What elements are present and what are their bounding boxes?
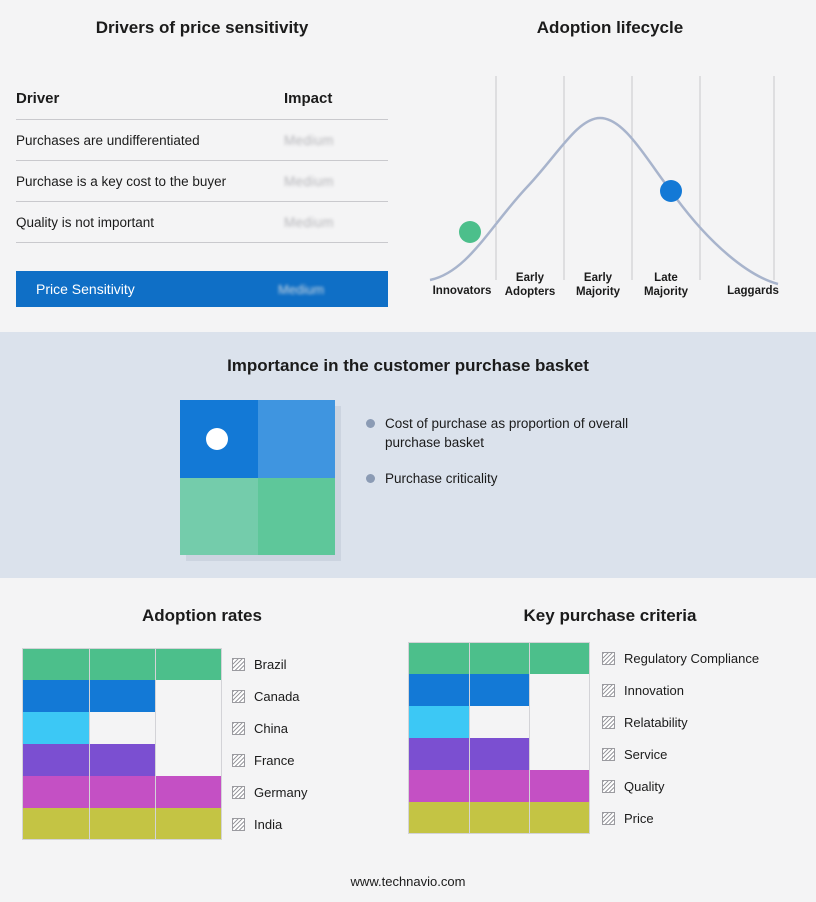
bar-label-text: Regulatory Compliance (624, 650, 760, 666)
driver-impact: Medium (278, 161, 388, 202)
bar-label-text: Service (624, 746, 668, 762)
series-swatch-icon (602, 716, 615, 729)
price-sensitivity-label: Price Sensitivity (36, 281, 135, 297)
bar-row (22, 680, 222, 712)
table-row (16, 161, 388, 202)
bar-row (22, 712, 222, 744)
series-swatch-icon (232, 722, 245, 735)
bottom-band (0, 578, 816, 902)
lifecycle-panel (404, 0, 816, 332)
quadrant-position-dot (206, 428, 228, 450)
table-row (16, 202, 388, 243)
stage-label-early-majority: Early Majority (575, 272, 621, 298)
list-item (602, 706, 812, 738)
key-purchase-criteria-title: Key purchase criteria (523, 606, 697, 625)
driver-impact: Medium (278, 120, 388, 161)
series-swatch-icon (602, 748, 615, 761)
key-purchase-criteria-chart (408, 642, 590, 834)
bar-brazil (22, 648, 222, 680)
list-item (602, 738, 812, 770)
stage-label-innovators: Innovators (432, 285, 492, 297)
bar-label-text: Price (624, 810, 654, 826)
price-sensitivity-summary (16, 271, 388, 307)
legend-item (366, 414, 676, 452)
bar-row (22, 776, 222, 808)
list-item (232, 744, 392, 776)
purchase-basket-panel (0, 332, 816, 578)
list-item (602, 674, 812, 706)
legend-label: Purchase criticality (385, 471, 498, 486)
drivers-panel-title: Drivers of price sensitivity (95, 18, 309, 37)
list-item (232, 680, 392, 712)
grid-line (89, 648, 90, 840)
driver-name: Quality is not important (16, 202, 278, 243)
driver-name: Purchases are undifferentiated (16, 120, 278, 161)
bar-row (22, 648, 222, 680)
drivers-table (16, 90, 388, 243)
list-item (602, 802, 812, 834)
quadrant-cell-top-left (180, 400, 258, 478)
series-swatch-icon (602, 684, 615, 697)
bar-row (408, 738, 590, 770)
bar-row (408, 642, 590, 674)
bar-row (408, 802, 590, 834)
list-item (602, 642, 812, 674)
stage-label-laggards: Laggards (727, 285, 779, 297)
bar-row (408, 706, 590, 738)
marker-innovators (459, 221, 481, 243)
price-sensitivity-value: Medium (278, 281, 325, 297)
bar-label-text: Germany (254, 784, 308, 800)
column-header-impact: Impact (278, 90, 388, 120)
list-item (232, 648, 392, 680)
adoption-rates-chart (22, 648, 222, 840)
driver-impact: Medium (278, 202, 388, 243)
lifecycle-curve (430, 118, 778, 284)
bar-label-text: Quality (624, 778, 665, 794)
legend-label: Cost of purchase as proportion of overall purchase basket (385, 416, 629, 450)
series-swatch-icon (232, 818, 245, 831)
top-band (0, 0, 816, 332)
bar-label-text: Innovation (624, 682, 684, 698)
stage-label-late-majority: Late Majority (643, 272, 689, 298)
quadrant-cell-bottom-left (180, 478, 258, 556)
quadrant-matrix (180, 400, 335, 555)
driver-name: Purchase is a key cost to the buyer (16, 161, 278, 202)
list-item (232, 776, 392, 808)
list-item (232, 712, 392, 744)
bar-label-text: France (254, 752, 295, 768)
bar-relatability (408, 706, 469, 738)
lifecycle-panel-title: Adoption lifecycle (536, 18, 684, 37)
bar-india (22, 808, 222, 840)
bar-label-text: India (254, 816, 283, 832)
bar-row (408, 674, 590, 706)
quadrant-cell-bottom-right (258, 478, 336, 556)
grid-line (155, 648, 156, 840)
bar-label-text: Canada (254, 688, 300, 704)
bar-quality (408, 770, 590, 802)
legend-dot-icon (366, 474, 375, 483)
grid-line (529, 642, 530, 834)
bar-row (408, 770, 590, 802)
bar-row (22, 808, 222, 840)
bar-china (22, 712, 89, 744)
list-item (232, 808, 392, 840)
table-header-row (16, 90, 388, 120)
column-header-driver: Driver (16, 90, 278, 120)
series-swatch-icon (232, 786, 245, 799)
bar-label-text: Relatability (624, 714, 688, 730)
legend-item (366, 469, 676, 488)
bar-label-text: China (254, 720, 288, 736)
list-item (602, 770, 812, 802)
basket-legend (366, 414, 676, 505)
series-swatch-icon (232, 754, 245, 767)
key-purchase-criteria-labels (602, 642, 812, 834)
basket-panel-title: Importance in the customer purchase basket (227, 356, 589, 375)
bar-price (408, 802, 590, 834)
stage-label-early-adopters: Early Adopters (504, 272, 556, 298)
bar-row (22, 744, 222, 776)
bar-regulatory-compliance (408, 642, 590, 674)
bar-germany (22, 776, 222, 808)
lifecycle-chart (428, 76, 800, 308)
footer-url: www.technavio.com (350, 874, 466, 889)
series-swatch-icon (232, 690, 245, 703)
series-swatch-icon (602, 812, 615, 825)
grid-line (469, 642, 470, 834)
drivers-panel (0, 0, 404, 332)
adoption-rates-title: Adoption rates (142, 606, 262, 625)
legend-dot-icon (366, 419, 375, 428)
adoption-rates-labels (232, 648, 392, 840)
quadrant-cell-top-right (258, 400, 336, 478)
table-row (16, 120, 388, 161)
marker-late-majority (660, 180, 682, 202)
series-swatch-icon (602, 780, 615, 793)
series-swatch-icon (602, 652, 615, 665)
series-swatch-icon (232, 658, 245, 671)
bar-label-text: Brazil (254, 656, 287, 672)
